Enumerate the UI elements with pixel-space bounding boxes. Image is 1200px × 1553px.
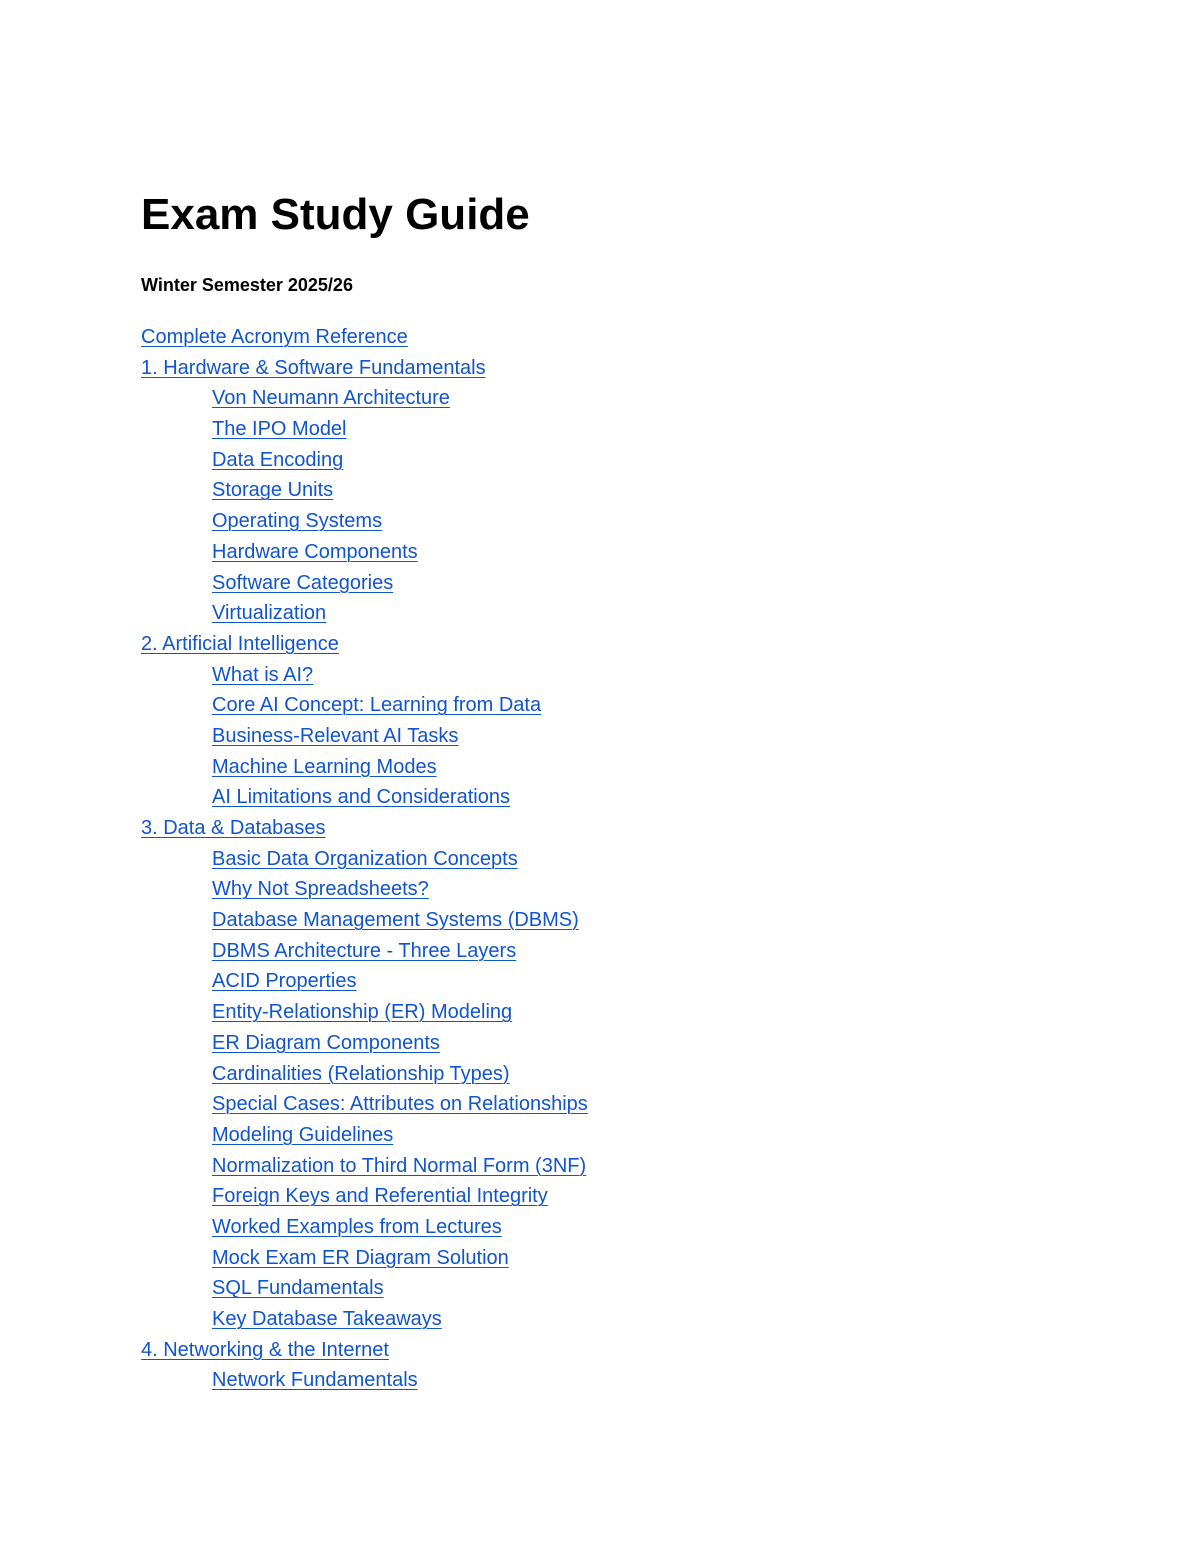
toc-subsection-item — [141, 1365, 588, 1396]
toc-subsection-link[interactable]: Cardinalities (Relationship Types) — [212, 1062, 510, 1085]
toc-subsection-item — [141, 537, 588, 568]
toc-subsection-link[interactable]: Software Categories — [212, 571, 394, 594]
toc-section-link[interactable]: 3. Data & Databases — [141, 817, 326, 839]
toc-subsection-item — [141, 506, 588, 537]
toc-subsection-link[interactable]: ER Diagram Components — [212, 1031, 440, 1054]
toc-section-item — [141, 1335, 588, 1366]
toc-subsection-link[interactable]: Key Database Takeaways — [212, 1308, 442, 1330]
toc-subsection-link[interactable]: Data Encoding — [212, 448, 344, 471]
toc-subsection-link[interactable]: Modeling Guidelines — [212, 1123, 394, 1146]
toc-section-link[interactable]: 1. Hardware & Software Fundamentals — [141, 356, 486, 379]
toc-section-item — [141, 629, 588, 660]
toc-subsection-item — [141, 1212, 588, 1243]
toc-subsection-item — [141, 690, 588, 721]
toc-subsection-item — [141, 1059, 588, 1090]
toc-subsection-link[interactable]: ACID Properties — [212, 970, 357, 993]
toc-subsection-item — [141, 874, 588, 905]
document-subtitle: Winter Semester 2025/26 — [141, 275, 353, 295]
toc-subsection-item — [141, 414, 588, 445]
toc-subsection-item — [141, 721, 588, 752]
toc-subsection-link[interactable]: Foreign Keys and Referential Integrity — [212, 1185, 548, 1208]
toc-subsection-link[interactable]: Special Cases: Attributes on Relationships — [212, 1093, 588, 1116]
toc-subsection-link[interactable]: DBMS Architecture - Three Layers — [212, 939, 517, 962]
toc-section-item — [141, 353, 588, 384]
toc-subsection-link[interactable]: Mock Exam ER Diagram Solution — [212, 1246, 509, 1269]
toc-subsection-item — [141, 905, 588, 936]
toc-section-item — [141, 322, 588, 353]
toc-subsection-link[interactable]: Worked Examples from Lectures — [212, 1215, 502, 1238]
table-of-contents — [141, 322, 588, 1396]
toc-subsection-link[interactable]: The IPO Model — [212, 418, 347, 441]
toc-subsection-item — [141, 966, 588, 997]
toc-subsection-link[interactable]: Operating Systems — [212, 510, 383, 533]
toc-subsection-link[interactable]: What is AI? — [212, 663, 314, 686]
toc-section-link[interactable]: 4. Networking & the Internet — [141, 1338, 389, 1361]
toc-subsection-link[interactable]: Virtualization — [212, 602, 327, 625]
toc-subsection-link[interactable]: Normalization to Third Normal Form (3NF) — [212, 1154, 587, 1177]
toc-subsection-link[interactable]: Why Not Spreadsheets? — [212, 878, 429, 901]
toc-subsection-link[interactable]: Entity-Relationship (ER) Modeling — [212, 1001, 513, 1024]
toc-subsection-item — [141, 1089, 588, 1120]
toc-subsection-item — [141, 1304, 588, 1335]
toc-subsection-item — [141, 568, 588, 599]
document-title: Exam Study Guide — [141, 190, 530, 239]
toc-subsection-link[interactable]: Machine Learning Modes — [212, 755, 437, 778]
toc-subsection-item — [141, 752, 588, 783]
toc-subsection-item — [141, 660, 588, 691]
toc-subsection-link[interactable]: Basic Data Organization Concepts — [212, 847, 518, 870]
toc-section-link[interactable]: Complete Acronym Reference — [141, 326, 408, 348]
toc-subsection-item — [141, 782, 588, 813]
toc-subsection-link[interactable]: Business-Relevant AI Tasks — [212, 724, 459, 747]
toc-subsection-item — [141, 997, 588, 1028]
toc-subsection-link[interactable]: AI Limitations and Considerations — [212, 786, 510, 809]
toc-subsection-item — [141, 1243, 588, 1274]
toc-subsection-link[interactable]: Core AI Concept: Learning from Data — [212, 694, 542, 717]
toc-subsection-item — [141, 1181, 588, 1212]
toc-subsection-item — [141, 936, 588, 967]
toc-subsection-item — [141, 844, 588, 875]
toc-subsection-link[interactable]: Network Fundamentals — [212, 1369, 418, 1392]
toc-subsection-link[interactable]: Hardware Components — [212, 540, 418, 563]
toc-section-link[interactable]: 2. Artificial Intelligence — [141, 632, 339, 655]
toc-subsection-item — [141, 445, 588, 476]
toc-subsection-item — [141, 1028, 588, 1059]
toc-subsection-item — [141, 1120, 588, 1151]
toc-subsection-link[interactable]: SQL Fundamentals — [212, 1277, 384, 1300]
toc-subsection-item — [141, 383, 588, 414]
toc-subsection-item — [141, 475, 588, 506]
toc-subsection-item — [141, 1273, 588, 1304]
toc-subsection-link[interactable]: Storage Units — [212, 479, 334, 502]
toc-subsection-item — [141, 1151, 588, 1182]
toc-subsection-link[interactable]: Database Management Systems (DBMS) — [212, 909, 579, 932]
toc-section-item — [141, 813, 588, 844]
toc-subsection-item — [141, 598, 588, 629]
toc-subsection-link[interactable]: Von Neumann Architecture — [212, 387, 450, 410]
